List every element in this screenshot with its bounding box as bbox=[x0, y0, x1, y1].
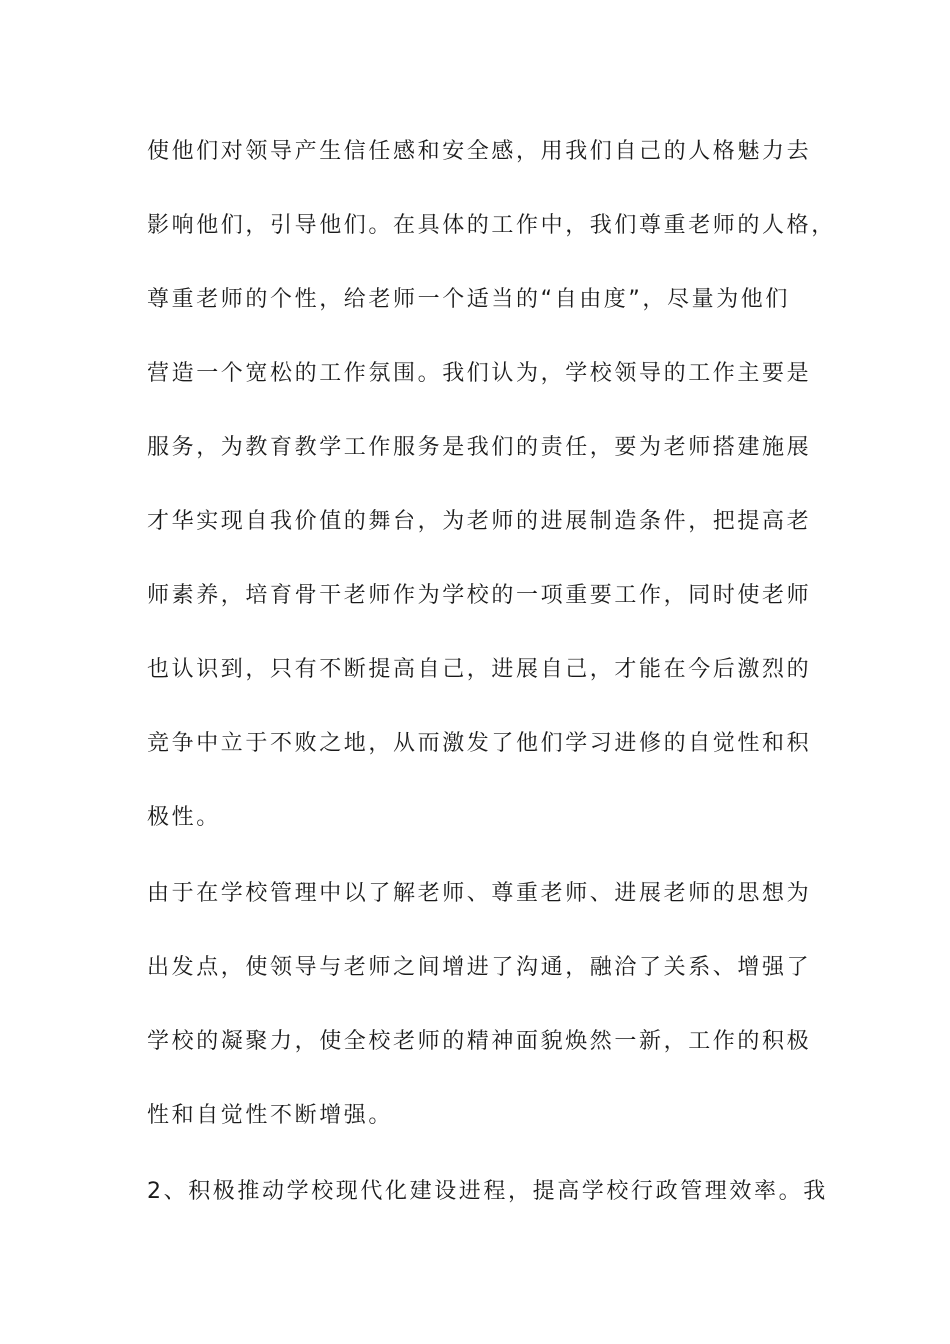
text-line: 才华实现自我价值的舞台，为老师的进展制造条件，把提高老 bbox=[147, 509, 812, 534]
text-line: 竞争中立于不败之地，从而激发了他们学习进修的自觉性和积 bbox=[147, 731, 812, 756]
text-line: 由于在学校管理中以了解老师、尊重老师、进展老师的思想为 bbox=[147, 881, 812, 906]
text-line: 使他们对领导产生信任感和安全感，用我们自己的人格魅力去 bbox=[147, 139, 812, 164]
text-line: 2、积极推动学校现代化建设进程，提高学校行政管理效率。我 bbox=[147, 1179, 828, 1204]
text-line: 也认识到，只有不断提高自己，进展自己，才能在今后激烈的 bbox=[147, 657, 812, 682]
text-line: 性和自觉性不断增强。 bbox=[147, 1103, 394, 1128]
text-line: 师素养，培育骨干老师作为学校的一项重要工作，同时使老师 bbox=[147, 583, 812, 608]
text-line: 极性。 bbox=[147, 805, 221, 830]
text-line: 学校的凝聚力，使全校老师的精神面貌焕然一新，工作的积极 bbox=[147, 1029, 812, 1054]
text-line: 尊重老师的个性，给老师一个适当的“自由度”，尽量为他们 bbox=[147, 287, 790, 312]
text-line: 影响他们，引导他们。在具体的工作中，我们尊重老师的人格， bbox=[147, 213, 836, 238]
text-line: 出发点，使领导与老师之间增进了沟通，融洽了关系、增强了 bbox=[147, 955, 812, 980]
text-line: 服务，为教育教学工作服务是我们的责任，要为老师搭建施展 bbox=[147, 435, 812, 460]
text-line: 营造一个宽松的工作氛围。我们认为，学校领导的工作主要是 bbox=[147, 361, 812, 386]
